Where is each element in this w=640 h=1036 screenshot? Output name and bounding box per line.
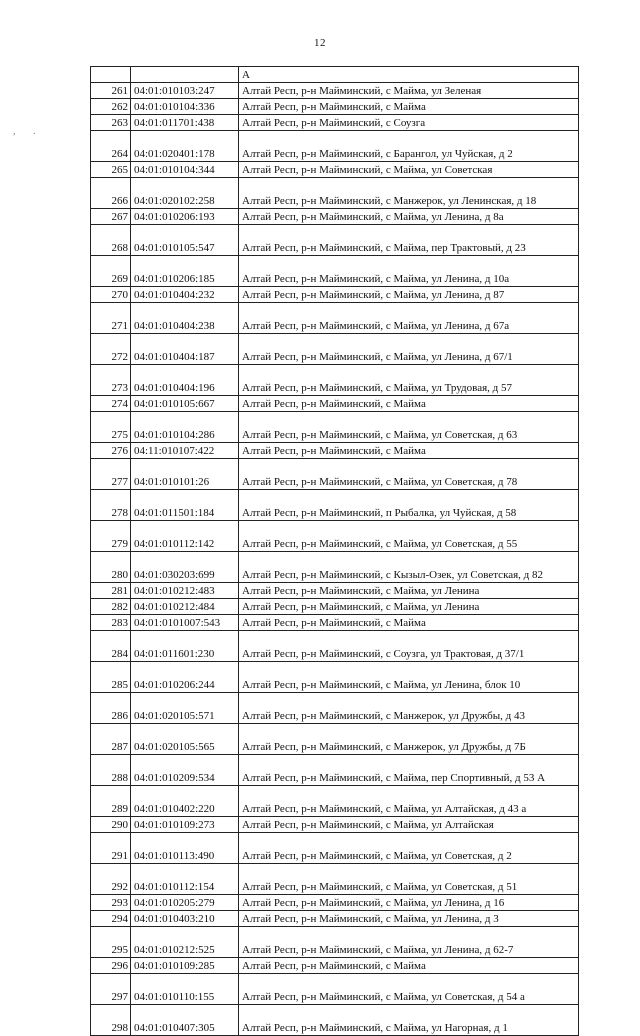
address-cell: Алтай Респ, р-н Майминский, с Майма, ул Ленина, д 62-7	[239, 927, 579, 958]
cadastral-number-cell: 04:01:0101007:543	[131, 615, 239, 631]
row-number-cell: 280	[91, 552, 131, 583]
row-number-cell: 272	[91, 334, 131, 365]
row-number-cell: 288	[91, 755, 131, 786]
table-row	[91, 833, 579, 864]
row-number-cell: 277	[91, 459, 131, 490]
table-row	[91, 817, 579, 833]
table-row	[91, 631, 579, 662]
cadastral-number-cell: 04:01:010403:210	[131, 911, 239, 927]
address-cell: А	[239, 67, 579, 83]
cadastral-number-cell: 04:01:010104:336	[131, 99, 239, 115]
row-number-cell: 290	[91, 817, 131, 833]
continuation-row	[91, 67, 579, 83]
cadastral-number-cell: 04:01:010103:247	[131, 83, 239, 99]
cadastral-number-cell: 04:01:010404:238	[131, 303, 239, 334]
row-number-cell: 265	[91, 162, 131, 178]
cadastral-number-cell: 04:01:010404:187	[131, 334, 239, 365]
cadastral-number-cell: 04:01:010109:285	[131, 958, 239, 974]
table-row	[91, 162, 579, 178]
cadastral-number-cell: 04:01:010104:286	[131, 412, 239, 443]
address-cell: Алтай Респ, р-н Майминский, с Соузга	[239, 115, 579, 131]
row-number-cell: 286	[91, 693, 131, 724]
table-row	[91, 99, 579, 115]
row-number-cell: 298	[91, 1005, 131, 1036]
cadastral-number-cell: 04:01:020102:258	[131, 178, 239, 209]
address-cell: Алтай Респ, р-н Майминский, с Майма	[239, 99, 579, 115]
row-number-cell: 287	[91, 724, 131, 755]
row-number-cell: 263	[91, 115, 131, 131]
cadastral-number-cell: 04:01:010404:196	[131, 365, 239, 396]
address-cell: Алтай Респ, р-н Майминский, с Майма, пер Спортивный, д 53 А	[239, 755, 579, 786]
table-row	[91, 131, 579, 162]
cadastral-number-cell: 04:01:010104:344	[131, 162, 239, 178]
table-row	[91, 225, 579, 256]
cadastral-number-cell: 04:01:010212:525	[131, 927, 239, 958]
table-row	[91, 755, 579, 786]
table-row	[91, 552, 579, 583]
cadastral-number-cell: 04:01:010112:154	[131, 864, 239, 895]
row-number-cell: 279	[91, 521, 131, 552]
address-cell: Алтай Респ, р-н Майминский, с Майма, ул Алтайская	[239, 817, 579, 833]
table-row	[91, 864, 579, 895]
table-row	[91, 83, 579, 99]
table-body	[91, 67, 579, 1036]
table-row	[91, 396, 579, 412]
cadastral-number-cell: 04:01:010113:490	[131, 833, 239, 864]
row-number-cell: 283	[91, 615, 131, 631]
table-row	[91, 1005, 579, 1036]
cadastral-number-cell: 04:01:010407:305	[131, 1005, 239, 1036]
table-row	[91, 724, 579, 755]
cadastral-number-cell: 04:01:010402:220	[131, 786, 239, 817]
row-number-cell: 269	[91, 256, 131, 287]
table-row	[91, 974, 579, 1005]
cadastral-number-cell: 04:01:020105:571	[131, 693, 239, 724]
cadastral-number-cell: 04:01:011501:184	[131, 490, 239, 521]
table-row	[91, 209, 579, 225]
address-cell: Алтай Респ, р-н Майминский, с Майма	[239, 615, 579, 631]
cadastral-number-cell	[131, 67, 239, 83]
table-row	[91, 599, 579, 615]
address-cell: Алтай Респ, р-н Майминский, с Майма, ул Нагорная, д 1	[239, 1005, 579, 1036]
row-number-cell: 296	[91, 958, 131, 974]
cadastral-number-cell: 04:01:010404:232	[131, 287, 239, 303]
address-cell: Алтай Респ, р-н Майминский, с Майма, ул Ленина, блок 10	[239, 662, 579, 693]
cadastral-number-cell: 04:11:010107:422	[131, 443, 239, 459]
address-cell: Алтай Респ, р-н Майминский, с Майма, ул Ленина, д 16	[239, 895, 579, 911]
table-row	[91, 115, 579, 131]
table-row	[91, 490, 579, 521]
page-number: 12	[314, 37, 326, 49]
cadastral-number-cell: 04:01:010205:279	[131, 895, 239, 911]
row-number-cell: 285	[91, 662, 131, 693]
table-row	[91, 287, 579, 303]
table-row	[91, 895, 579, 911]
cadastral-number-cell: 04:01:010109:273	[131, 817, 239, 833]
row-number-cell: 267	[91, 209, 131, 225]
cadastral-number-cell: 04:01:011601:230	[131, 631, 239, 662]
address-cell: Алтай Респ, р-н Майминский, с Майма, ул Ленина	[239, 599, 579, 615]
margin-mark: ,	[13, 126, 16, 137]
address-cell: Алтай Респ, р-н Майминский, с Майма, ул Советская, д 55	[239, 521, 579, 552]
address-cell: Алтай Респ, р-н Майминский, с Соузга, ул Трактовая, д 37/1	[239, 631, 579, 662]
table-row	[91, 958, 579, 974]
address-cell: Алтай Респ, р-н Майминский, с Барангол, ул Чуйская, д 2	[239, 131, 579, 162]
table-row	[91, 178, 579, 209]
address-cell: Алтай Респ, р-н Майминский, с Майма	[239, 396, 579, 412]
cadastral-number-cell: 04:01:010105:667	[131, 396, 239, 412]
row-number-cell: 262	[91, 99, 131, 115]
address-cell: Алтай Респ, р-н Майминский, с Майма, ул Алтайская, д 43 а	[239, 786, 579, 817]
address-cell: Алтай Респ, р-н Майминский, с Майма, ул Советская, д 51	[239, 864, 579, 895]
row-number-cell	[91, 67, 131, 83]
cadastral-number-cell: 04:01:010209:534	[131, 755, 239, 786]
table-row	[91, 334, 579, 365]
address-cell: Алтай Респ, р-н Майминский, п Рыбалка, ул Чуйская, д 58	[239, 490, 579, 521]
address-cell: Алтай Респ, р-н Майминский, с Майма, ул Ленина, д 67а	[239, 303, 579, 334]
cadastral-number-cell: 04:01:010212:484	[131, 599, 239, 615]
table-row	[91, 615, 579, 631]
row-number-cell: 261	[91, 83, 131, 99]
cadastral-number-cell: 04:01:030203:699	[131, 552, 239, 583]
address-cell: Алтай Респ, р-н Майминский, с Майма, ул Ленина, д 67/1	[239, 334, 579, 365]
row-number-cell: 264	[91, 131, 131, 162]
land-plot-registry-table	[90, 66, 579, 1036]
row-number-cell: 289	[91, 786, 131, 817]
row-number-cell: 266	[91, 178, 131, 209]
table-row	[91, 662, 579, 693]
row-number-cell: 268	[91, 225, 131, 256]
address-cell: Алтай Респ, р-н Майминский, с Майма	[239, 443, 579, 459]
row-number-cell: 282	[91, 599, 131, 615]
row-number-cell: 281	[91, 583, 131, 599]
cadastral-number-cell: 04:01:010112:142	[131, 521, 239, 552]
row-number-cell: 274	[91, 396, 131, 412]
row-number-cell: 278	[91, 490, 131, 521]
table-row	[91, 303, 579, 334]
address-cell: Алтай Респ, р-н Майминский, с Майма, ул Ленина, д 3	[239, 911, 579, 927]
address-cell: Алтай Респ, р-н Майминский, с Майма	[239, 958, 579, 974]
cadastral-number-cell: 04:01:010206:193	[131, 209, 239, 225]
address-cell: Алтай Респ, р-н Майминский, с Майма, ул Зеленая	[239, 83, 579, 99]
cadastral-number-cell: 04:01:010206:185	[131, 256, 239, 287]
address-cell: Алтай Респ, р-н Майминский, с Майма, ул Советская, д 2	[239, 833, 579, 864]
table-row	[91, 443, 579, 459]
table-row	[91, 365, 579, 396]
address-cell: Алтай Респ, р-н Майминский, с Кызыл-Озек, ул Советская, д 82	[239, 552, 579, 583]
table-row	[91, 927, 579, 958]
row-number-cell: 271	[91, 303, 131, 334]
address-cell: Алтай Респ, р-н Майминский, с Майма, ул Ленина, д 87	[239, 287, 579, 303]
table-row	[91, 412, 579, 443]
address-cell: Алтай Респ, р-н Майминский, с Майма, ул Ленина, д 10а	[239, 256, 579, 287]
row-number-cell: 297	[91, 974, 131, 1005]
address-cell: Алтай Респ, р-н Майминский, с Майма, ул Ленина	[239, 583, 579, 599]
table-row	[91, 256, 579, 287]
margin-mark: .	[33, 126, 36, 137]
address-cell: Алтай Респ, р-н Майминский, с Майма, ул Ленина, д 8а	[239, 209, 579, 225]
table-row	[91, 693, 579, 724]
table-row	[91, 583, 579, 599]
table-row	[91, 459, 579, 490]
table-row	[91, 786, 579, 817]
cadastral-number-cell: 04:01:010110:155	[131, 974, 239, 1005]
table-row	[91, 911, 579, 927]
row-number-cell: 294	[91, 911, 131, 927]
table-row	[91, 521, 579, 552]
address-cell: Алтай Респ, р-н Майминский, с Майма, пер Трактовый, д 23	[239, 225, 579, 256]
row-number-cell: 270	[91, 287, 131, 303]
cadastral-number-cell: 04:01:011701:438	[131, 115, 239, 131]
row-number-cell: 273	[91, 365, 131, 396]
row-number-cell: 284	[91, 631, 131, 662]
address-cell: Алтай Респ, р-н Майминский, с Манжерок, ул Ленинская, д 18	[239, 178, 579, 209]
cadastral-number-cell: 04:01:010206:244	[131, 662, 239, 693]
address-cell: Алтай Респ, р-н Майминский, с Майма, ул Советская	[239, 162, 579, 178]
cadastral-number-cell: 04:01:010101:26	[131, 459, 239, 490]
address-cell: Алтай Респ, р-н Майминский, с Манжерок, ул Дружбы, д 43	[239, 693, 579, 724]
cadastral-number-cell: 04:01:010212:483	[131, 583, 239, 599]
cadastral-number-cell: 04:01:020105:565	[131, 724, 239, 755]
row-number-cell: 275	[91, 412, 131, 443]
row-number-cell: 293	[91, 895, 131, 911]
address-cell: Алтай Респ, р-н Майминский, с Манжерок, ул Дружбы, д 7Б	[239, 724, 579, 755]
address-cell: Алтай Респ, р-н Майминский, с Майма, ул Трудовая, д 57	[239, 365, 579, 396]
address-cell: Алтай Респ, р-н Майминский, с Майма, ул Советская, д 54 а	[239, 974, 579, 1005]
row-number-cell: 295	[91, 927, 131, 958]
address-cell: Алтай Респ, р-н Майминский, с Майма, ул Советская, д 63	[239, 412, 579, 443]
cadastral-number-cell: 04:01:020401:178	[131, 131, 239, 162]
row-number-cell: 276	[91, 443, 131, 459]
cadastral-number-cell: 04:01:010105:547	[131, 225, 239, 256]
address-cell: Алтай Респ, р-н Майминский, с Майма, ул Советская, д 78	[239, 459, 579, 490]
row-number-cell: 291	[91, 833, 131, 864]
row-number-cell: 292	[91, 864, 131, 895]
